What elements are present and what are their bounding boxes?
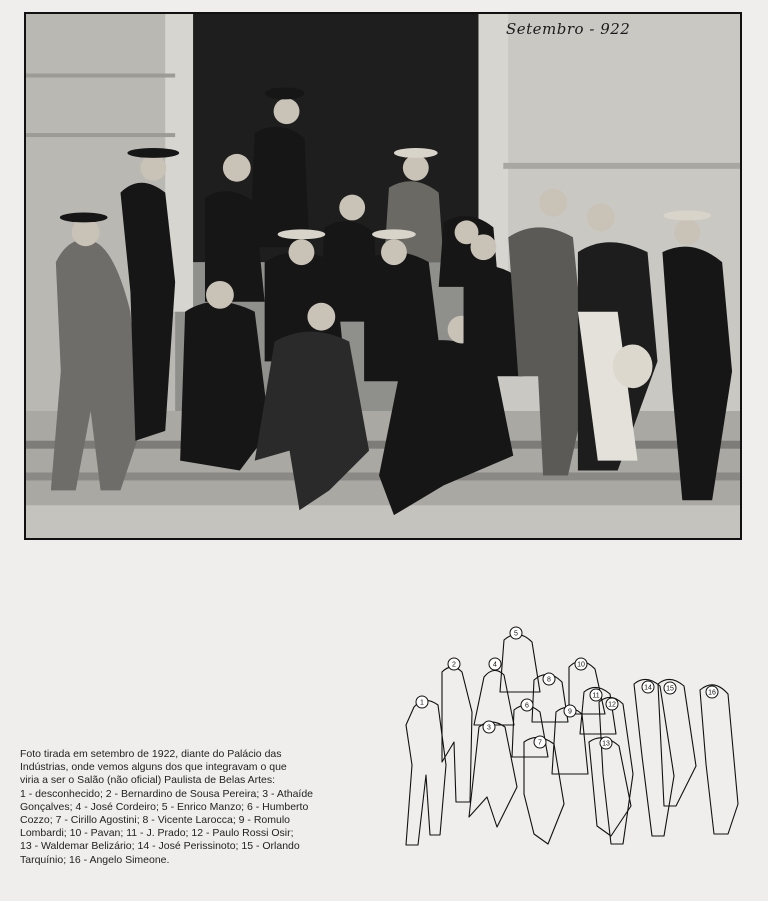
key-number: 12	[608, 701, 616, 709]
key-number: 8	[547, 676, 551, 684]
caption-line: viria a ser o Salão (não oficial) Paulista de Belas Artes:	[20, 774, 276, 787]
key-number: 4	[493, 661, 497, 669]
key-number: 1	[420, 699, 424, 707]
caption-line: 13 - Waldemar Belizário; 14 - José Perissinoto; 15 - Orlando	[20, 840, 300, 853]
key-number: 7	[538, 739, 542, 747]
identification-key-diagram	[394, 622, 746, 854]
key-number: 2	[452, 661, 456, 669]
caption-line: Lombardi; 10 - Pavan; 11 - J. Prado; 12 - Paulo Rossi Osir;	[20, 827, 294, 840]
photo-inscription: Setembro - 922	[506, 20, 631, 38]
key-number: 15	[666, 685, 674, 693]
caption-line: Foto tirada em setembro de 1922, diante do Palácio das	[20, 748, 282, 760]
photo-caption	[20, 748, 340, 867]
caption-line: Gonçalves; 4 - José Cordeiro; 5 - Enrico Manzo; 6 - Humberto	[20, 800, 309, 813]
group-photograph	[24, 12, 742, 540]
caption-line: Tarquínio; 16 - Angelo Simeone.	[20, 853, 170, 866]
key-number: 11	[592, 692, 600, 700]
key-number: 6	[525, 702, 529, 710]
caption-line: Cozzo; 7 - Cirillo Agostini; 8 - Vicente Larocca; 9 - Romulo	[20, 814, 291, 827]
key-number: 5	[514, 630, 518, 638]
key-number: 14	[644, 684, 652, 692]
caption-line: Indústrias, onde vemos alguns dos que integravam o que	[20, 761, 287, 774]
key-number: 10	[577, 661, 585, 669]
key-outline-drawing	[394, 622, 746, 854]
key-number: 3	[487, 724, 491, 732]
key-number: 16	[708, 689, 716, 697]
caption-line: 1 - desconhecido; 2 - Bernardino de Sousa Pereira; 3 - Athaíde	[20, 787, 314, 800]
photo-image	[26, 14, 740, 538]
key-number: 13	[602, 740, 610, 748]
key-number: 9	[568, 708, 572, 716]
